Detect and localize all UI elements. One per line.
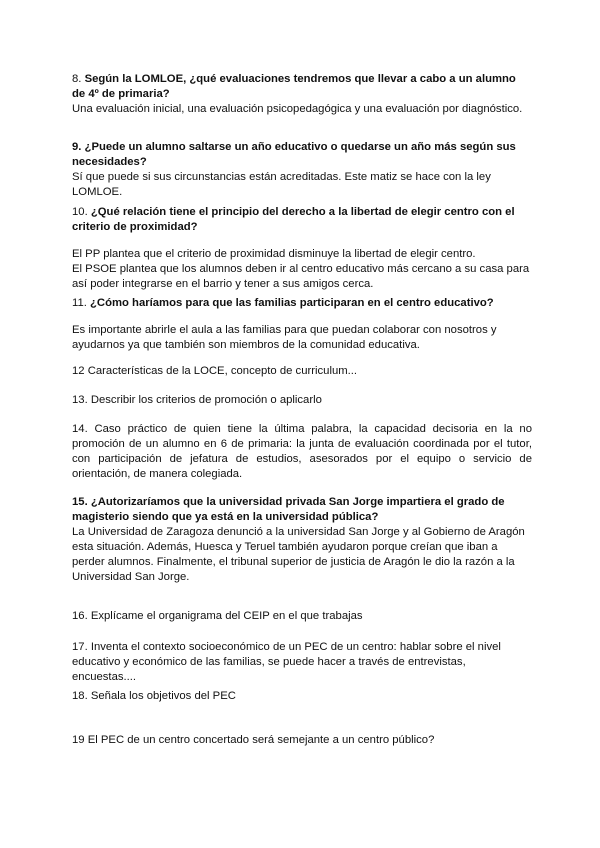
question-10-number: 10.	[72, 206, 88, 218]
answer-11: Es importante abrirle el aula a las familias para que puedan colaborar con nosotros y ayudarnos ya que también son miembros de la comunidad educativa.	[72, 324, 497, 351]
answer-15: La Universidad de Zaragoza denunció a la universidad San Jorge y al Gobierno de Aragón esta situación. Además, Huesca y Teruel también ayudaron porque creían que iban a perder alumnos. Finalmente, el tribunal superior de justicia de Aragón le dio la razón a la Universidad San Jorge.	[72, 526, 525, 583]
question-11-text	[72, 296, 532, 311]
answer-10-pp: El PP plantea que el criterio de proximidad disminuye la libertad de elegir centro.	[72, 248, 476, 260]
answer-9: Sí que puede si sus circunstancias están acreditadas. Este matiz se hace con la ley LOMLOE.	[72, 171, 491, 198]
answer-8: Una evaluación inicial, una evaluación psicopedagógica y una evaluación por diagnóstico.	[72, 103, 523, 115]
question-14	[72, 422, 532, 482]
question-18-text: 18. Señala los objetivos del PEC	[72, 690, 236, 702]
question-11-prompt: ¿Cómo haríamos para que las familias participaran en el centro educativo?	[90, 297, 494, 309]
question-19	[72, 733, 532, 748]
question-10-prompt: ¿Qué relación tiene el principio del derecho a la libertad de elegir centro con el criterio de proximidad?	[72, 206, 515, 233]
question-10	[72, 205, 532, 292]
question-8-number: 8.	[72, 73, 82, 85]
question-8	[72, 72, 532, 117]
question-8-prompt: Según la LOMLOE, ¿qué evaluaciones tendremos que llevar a cabo a un alumno de 4º de primaria?	[72, 73, 516, 100]
question-16	[72, 609, 532, 624]
question-14-text: 14. Caso práctico de quien tiene la última palabra, la capacidad decisoria en la no promoción de un alumno en 6 de primaria: la junta de evaluación coordinada por el tutor, con participación de jefatura de estudios, asesorados por el equipo o servicio de orientación, de manera colegiada.	[72, 423, 532, 480]
question-11-number: 11.	[72, 297, 87, 309]
question-13	[72, 393, 532, 408]
question-17-text: 17. Inventa el contexto socioeconómico de un PEC de un centro: hablar sobre el nivel educativo y económico de las familias, se puede hacer a través de entrevistas, encuestas....	[72, 641, 501, 683]
answer-10-psoe: El PSOE plantea que los alumnos deben ir al centro educativo más cercano a su casa para así poder integrarse en el barrio y tener a sus amigos cerca.	[72, 263, 530, 290]
question-15-prompt: 15. ¿Autorizaríamos que la universidad privada San Jorge impartiera el grado de magisterio siendo que ya está en la universidad pública?	[72, 496, 505, 523]
question-19-text: 19 El PEC de un centro concertado será semejante a un centro público?	[72, 734, 435, 746]
question-12	[72, 364, 532, 379]
question-16-text: 16. Explícame el organigrama del CEIP en el que trabajas	[72, 610, 363, 622]
question-11	[72, 296, 532, 353]
question-15	[72, 495, 532, 585]
question-9	[72, 140, 532, 200]
question-12-text: 12 Características de la LOCE, concepto de curriculum...	[72, 365, 358, 377]
question-18	[72, 689, 532, 704]
question-9-prompt: 9. ¿Puede un alumno saltarse un año educativo o quedarse un año más según sus necesidades?	[72, 141, 516, 168]
question-9-text	[72, 140, 532, 170]
question-15-text	[72, 495, 532, 525]
question-17	[72, 640, 532, 685]
question-10-text	[72, 205, 532, 235]
question-13-text: 13. Describir los criterios de promoción o aplicarlo	[72, 394, 322, 406]
question-8-text	[72, 72, 532, 102]
